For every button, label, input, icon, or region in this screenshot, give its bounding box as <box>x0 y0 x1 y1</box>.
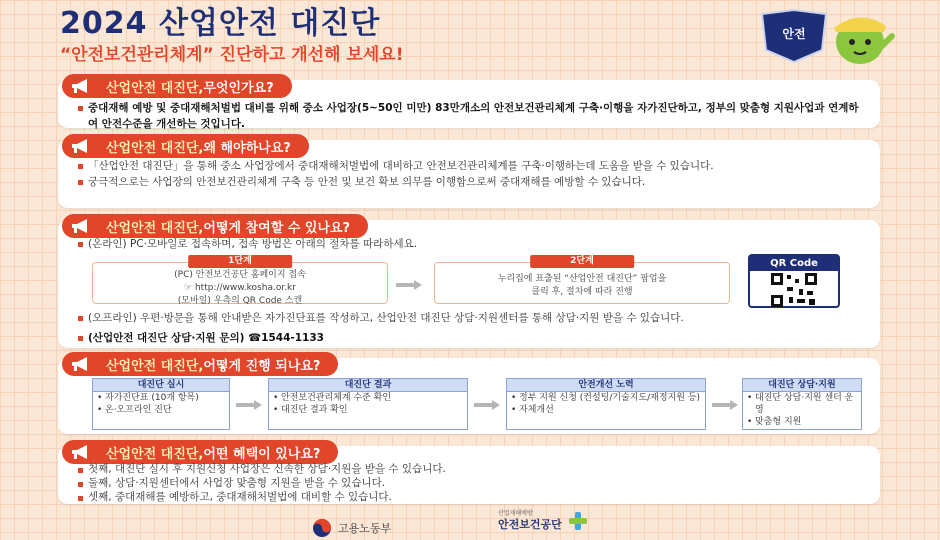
qr-code-icon <box>771 273 817 307</box>
section-header <box>62 352 338 376</box>
agency-name: 안전보건공단 <box>498 518 562 531</box>
flow-step-head: 대진단 상담·지원 <box>743 379 861 392</box>
benefit-2: 둘째, 상담·지원센터에서 사업장 맞춤형 지원을 받을 수 있습니다. <box>78 476 864 490</box>
section-header <box>62 74 292 98</box>
bullet-text: 궁극적으로는 사업장의 안전보건관리체계 구축 등 안전 및 보건 확보 의무를 이행함으로써 중대재해를 예방할 수 있습니다. <box>78 174 864 190</box>
section-title: 산업안전 대진단, 어떻게 진행 되나요? <box>102 352 338 376</box>
step-2-line: 누리집에 표출된 “산업안전 대진단” 팝업을 <box>497 274 667 284</box>
kosha-cross-icon <box>566 511 590 531</box>
flow-step-head: 대진단 실시 <box>93 379 229 392</box>
flow-step-item: • 자체개선 <box>507 404 705 416</box>
mascot-illustration <box>756 6 896 68</box>
online-text: (온라인) PC·모바일로 접속하며, 접속 방법은 아래의 절차를 따라하세요. <box>78 236 864 252</box>
flow-step-item: • 안전보건관리체계 수준 확인 <box>269 392 467 404</box>
bullet-text: 「산업안전 대진단」을 통해 중소 사업장에서 중대재해처벌법에 대비하고 안전보건관리체계를 구축·이행하는데 도움을 받을 수 있습니다. <box>78 158 864 174</box>
kosha-link[interactable]: ☞ http://www.kosha.or.kr <box>184 283 296 293</box>
step-2-tag: 2단계 <box>530 255 634 268</box>
megaphone-icon <box>62 214 102 238</box>
phone-wrap <box>78 330 858 346</box>
offline-text: (오프라인) 우편·방문을 통해 안내받은 자가진단표를 작성하고, 산업안전 대진단 상담·지원센터를 통해 상담·지원 받을 수 있습니다. <box>78 310 864 326</box>
step-1-tag: 1단계 <box>188 255 292 268</box>
flow-step-item: • 온·오프라인 진단 <box>93 404 229 416</box>
taegeuk-icon <box>312 518 332 538</box>
section-process <box>58 358 880 434</box>
section-why <box>58 140 880 208</box>
megaphone-icon <box>62 352 102 376</box>
ministry-logo[interactable] <box>312 518 391 538</box>
benefit-1: 첫째, 대진단 실시 후 지원신청 사업장은 신속한 상담·지원을 받을 수 있습니다. <box>78 462 864 476</box>
megaphone-icon <box>62 440 102 464</box>
arrow-right-icon <box>474 400 500 410</box>
megaphone-icon <box>62 134 102 158</box>
arrow-right-icon <box>396 280 422 290</box>
section-title: 산업안전 대진단, 어떻게 참여할 수 있나요? <box>102 214 368 238</box>
kosha-logo[interactable] <box>498 510 590 532</box>
flow-step-item: • 정부 지원 신청 (컨설팅/기술지도/재정지원 등) <box>507 392 705 404</box>
online-text-wrap <box>78 236 864 252</box>
section-title: 산업안전 대진단, 왜 해야하나요? <box>102 134 309 158</box>
step-2-line: 클릭 후, 절차에 따라 진행 <box>531 287 633 297</box>
qr-label: QR Code <box>750 256 838 271</box>
flow-step-item: • 자가진단표 (10개 항목) <box>93 392 229 404</box>
offline-text-wrap <box>78 310 864 326</box>
flow-step-head: 안전개선 노력 <box>507 379 705 392</box>
flow-step-2 <box>268 378 468 430</box>
arrow-right-icon <box>712 400 738 410</box>
qr-code-box[interactable] <box>748 254 840 308</box>
section-title: 산업안전 대진단, 무엇인가요? <box>102 74 292 98</box>
page-title: 2024 산업안전 대진단 <box>60 6 381 41</box>
agency-tagline: 산업재해예방 <box>498 510 533 517</box>
flow-step-item: • 맞춤형 지원 <box>743 416 861 428</box>
flow-step-item: • 대진단 상담·지원 센터 운영 <box>743 392 861 416</box>
footer <box>0 508 940 540</box>
step-1-line: (모바일) 우측의 QR Code 스캔 <box>177 296 303 306</box>
badge-text: 안전 <box>782 27 806 41</box>
flow-step-item: • 대진단 결과 확인 <box>269 404 467 416</box>
arrow-right-icon <box>236 400 262 410</box>
section-benefits <box>58 446 880 504</box>
megaphone-icon <box>62 74 102 98</box>
step-2-box <box>434 256 730 304</box>
section-header <box>62 214 368 238</box>
flow-step-3 <box>506 378 706 430</box>
flow-step-head: 대진단 결과 <box>269 379 467 392</box>
section-what <box>58 80 880 128</box>
phone-contact[interactable]: (산업안전 대진단 상담·지원 문의) ☎1544-1133 <box>78 330 858 346</box>
benefit-3: 셋째, 중대재해를 예방하고, 중대재해처벌법에 대비할 수 있습니다. <box>78 490 864 504</box>
flow-step-1 <box>92 378 230 430</box>
section-body <box>78 158 864 190</box>
page-subtitle: “안전보건관리체계” 진단하고 개선해 보세요! <box>60 45 404 65</box>
section-title: 산업안전 대진단, 어떤 혜택이 있나요? <box>102 440 338 464</box>
section-body <box>78 462 864 504</box>
bullet-text: 중대재해 예방 및 중대재해처벌법 대비를 위해 중소 사업장(5~50인 미만) 83만개소의 안전보건관리체계 구축·이행을 자가진단하고, 정부의 맞춤형 지원사업과 연계하여 안전수준을 개선하는 것입니다. <box>78 100 864 132</box>
ministry-name: 고용노동부 <box>338 522 392 535</box>
flow-step-4 <box>742 378 862 430</box>
section-header <box>62 440 338 464</box>
step-1-line: (PC) 안전보건공단 홈페이지 접속 <box>174 270 306 280</box>
section-how-join <box>58 220 880 348</box>
header <box>60 6 700 68</box>
step-1-box <box>92 256 388 306</box>
section-body <box>78 100 864 132</box>
section-header <box>62 134 309 158</box>
kosha-text <box>498 510 562 532</box>
